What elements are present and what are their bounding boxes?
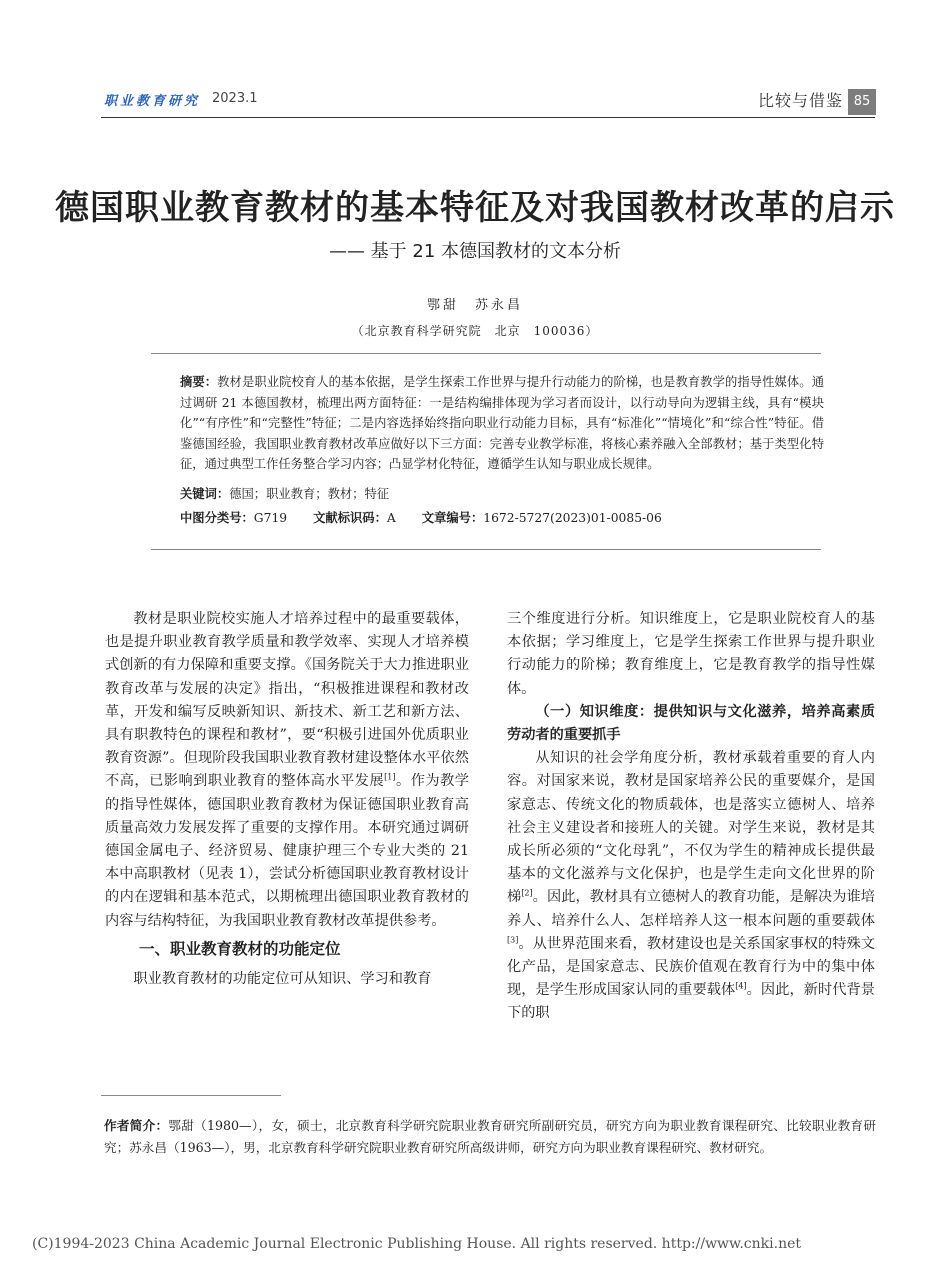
citation-3: [3] (507, 935, 519, 945)
journal-issue: 2023.1 (212, 91, 258, 106)
author-footnote (104, 1115, 876, 1159)
intro-text-a: 教材是职业院校实施人才培养过程中的最重要载体，也是提升职业教育教学质量和教学效率、实现人才培养模式创新的有力保障和重要支撑。《国务院关于大力推进职业教育改革与发展的决定》指出，“积极推进课程和教材改革，开发和编写反映新知识、新技术、新工艺和新方法、具有职教特色的课程和教材”，要“积极引进国外优质职业教育资源”。但现阶段我国职业教育教材建设整体水平依然不高，已影响到职业教育的整体高水平发展 (105, 611, 469, 790)
abstract-text: 教材是职业院校育人的基本依据，是学生探索工作世界与提升行动能力的阶梯，也是教育教学的指导性媒体。通过调研 21 本德国教材，梳理出两方面特征：一是结构编排体现为学习者而设计，以行动导向为逻辑主线，具有“模块化”“有序性”和“完整性”特征；二是内容选择始终指向职业行动能力目标，具有“标准化”“情境化”和“综合性”特征。借鉴德国经验，我国职业教育教材改革应做好以下三方面：完善专业教学标准，将核心素养融入全部教材；基于类型化特征，通过典型工作任务整合学习内容；凸显学材化特征，遵循学生认知与职业成长规律。 (180, 375, 824, 471)
section1-paragraph-cont: 三个维度进行分析。知识维度上，它是职业院校育人的基本依据；学习维度上，它是学生探索工作世界与提升职业行动能力的阶梯；教育维度上，它是教育教学的指导性媒体。 (507, 611, 875, 697)
citation-4: [4] (735, 981, 747, 991)
article-subtitle: —— 基于 21 本德国教材的文本分析 (328, 241, 622, 262)
body-right-column (507, 608, 875, 1026)
intro-text-b: 。作为教学的指导性媒体，德国职业教育教材为保证德国职业教育高质量高效力发展发挥了重要的支撑作用。本研究通过调研德国金属电子、经济贸易、健康护理三个专业大类的 21 本中高职教材（见表 1），尝试分析德国职业教育教材设计的内在逻辑和基本范式，以期梳理出德国职业教育教材的内容与结构特征，为我国职业教育教材改革提供参考。 (105, 773, 469, 929)
authors: 鄂甜 苏永昌 (426, 298, 523, 313)
abstract-label: 摘要： (180, 375, 218, 389)
page-number: 85 (848, 89, 876, 115)
footnote-text: 鄂甜（1980—），女，硕士，北京教育科学研究院职业教育研究所副研究员，研究方向为职业教育课程研究、比较职业教育研究；苏永昌（1963—），男，北京教育科学研究院职业教育研究所高级讲师，研究方向为职业教育课程研究、教材研究。 (104, 1118, 876, 1155)
abstract (180, 372, 824, 475)
knowledge-text-b: 。因此，教材具有立德树人的教育功能，是解决为谁培养人、培养什么人、怎样培养人这一根本问题的重要载体 (507, 889, 875, 929)
citation-1: [1] (384, 772, 396, 782)
classification-line (180, 508, 662, 528)
section1-paragraph: 职业教育教材的功能定位可从知识、学习和教育 (133, 971, 432, 988)
knowledge-text-d: 。因此，新时代背景下的职 (507, 982, 875, 1022)
affiliation: （北京教育科学研究院 北京 100036） (351, 324, 599, 338)
article-title: 德国职业教育教材的基本特征及对我国教材改革的启示 (55, 188, 895, 228)
copyright-notice: (C)1994-2023 China Academic Journal Electronic Publishing House. All rights reserved. http://www.cnki.net (32, 1236, 802, 1252)
section-name: 比较与借鉴 (758, 91, 844, 110)
abstract-top-rule (151, 353, 821, 354)
clc-label: 中图分类号： (180, 511, 254, 525)
knowledge-paragraph (507, 747, 875, 1025)
doc-code-label: 文献标识码： (313, 511, 387, 525)
knowledge-text-a: 从知识的社会学角度分析，教材承载着重要的育人内容。对国家来说，教材是国家培养公民的重要媒介，是国家意志、传统文化的物质载体，也是落实立德树人、培养社会主义建设者和接班人的关键。对学生来说，教材是其成长所必须的“文化母乳”，不仅为学生的精神成长提供最基本的文化滋养与文化保护，也是学生走向文化世界的阶梯 (507, 750, 875, 906)
section-heading-1: 一、职业教育教材的功能定位 (139, 939, 341, 958)
clc-value: G719 (253, 511, 288, 525)
keywords-text: 德国；职业教育；教材；特征 (229, 487, 390, 501)
doc-code-value: A (386, 511, 396, 525)
article-number-value: 1672-5727(2023)01-0085-06 (483, 511, 662, 525)
citation-2: [2] (521, 888, 533, 898)
keywords-label: 关键词： (180, 487, 230, 501)
intro-paragraph (105, 608, 469, 933)
keywords (180, 484, 389, 504)
abstract-bottom-rule (151, 549, 821, 550)
article-number-label: 文章编号： (421, 511, 484, 525)
footnote-divider (101, 1095, 281, 1096)
body-left-column (105, 608, 469, 991)
journal-name: 职业教育研究 (104, 94, 201, 109)
subsection-heading-1: （一）知识维度：提供知识与文化滋养，培养高素质劳动者的重要抓手 (507, 703, 875, 744)
footnote-label: 作者简介： (104, 1118, 169, 1133)
header-divider (101, 117, 875, 118)
knowledge-text-c: 。从世界范围来看，教材建设也是关系国家事权的特殊文化产品，是国家意志、民族价值观在教育行为中的集中体现，是学生形成国家认同的重要载体 (507, 935, 875, 999)
